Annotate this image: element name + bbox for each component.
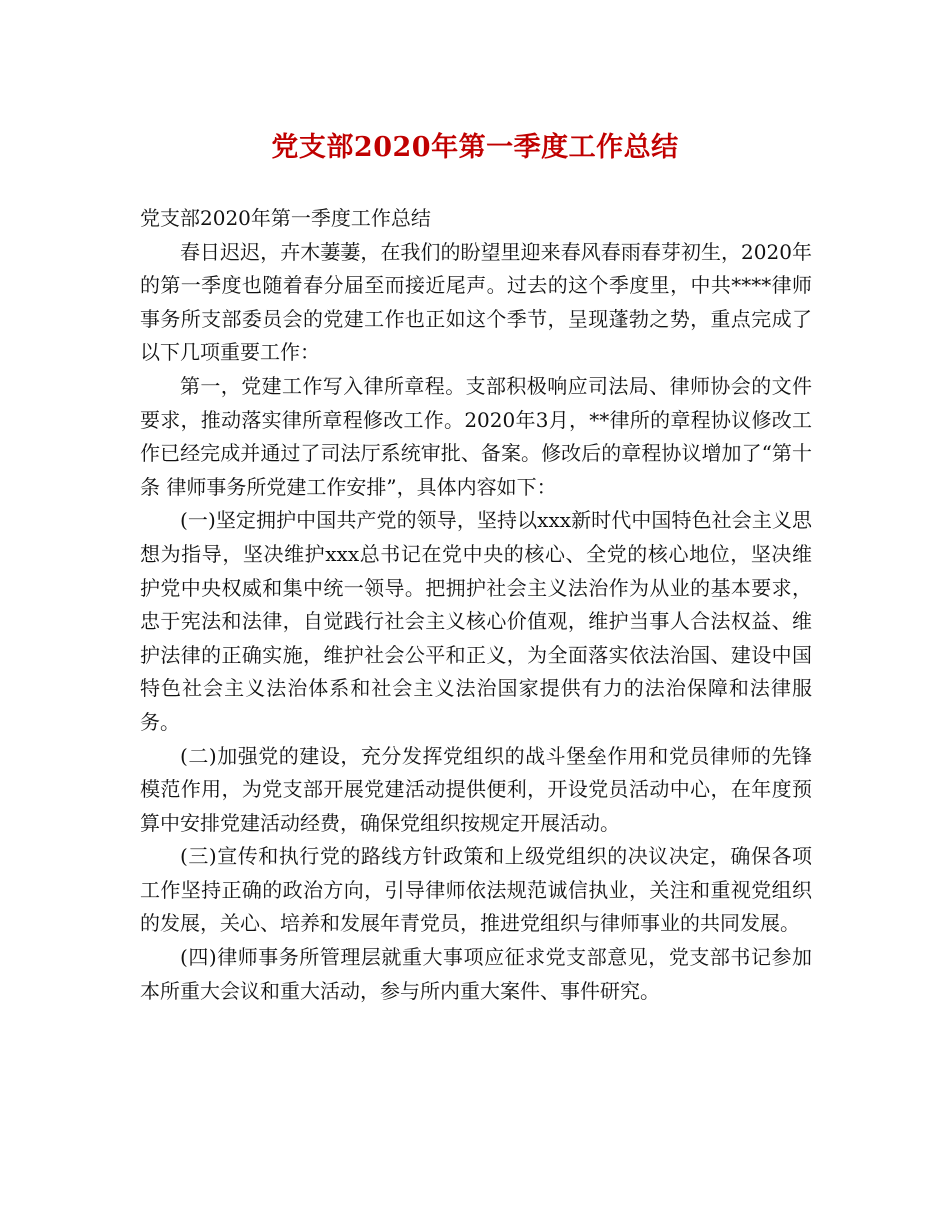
paragraph-clause-3: (三)宣传和执行党的路线方针政策和上级党组织的决议决定，确保各项工作坚持正确的政治方向，引导律师依法规范诚信执业，关注和重视党组织的发展，关心、培养和发展年青党员，推进党组织与律师事业的共同发展。 [140,844,812,936]
document-title: 党支部2020年第一季度工作总结 [271,132,679,163]
paragraph-intro: 春日迟迟，卉木萋萋，在我们的盼望里迎来春风春雨春芽初生，2020年的第一季度也随着春分届至而接近尾声。过去的这个季度里，中共****律师事务所支部委员会的党建工作也正如这个季节，呈现蓬勃之势，重点完成了以下几项重要工作： [140,239,812,365]
paragraph-clause-4: (四)律师事务所管理层就重大事项应征求党支部意见，党支部书记参加本所重大会议和重大活动，参与所内重大案件、事件研究。 [140,945,812,1003]
paragraph-clause-1: (一)坚定拥护中国共产党的领导，坚持以xxx新时代中国特色社会主义思想为指导，坚决维护xxx总书记在党中央的核心、全党的核心地位，坚决维护党中央权威和集中统一领导。把拥护社会主义法治作为从业的基本要求，忠于宪法和法律，自觉践行社会主义核心价值观，维护当事人合法权益、维护法律的正确实施，维护社会公平和正义，为全面落实依法治国、建设中国特色社会主义法治体系和社会主义法治国家提供有力的法治保障和法律服务。 [140,508,812,734]
paragraph-first-item: 第一，党建工作写入律所章程。支部积极响应司法局、律师协会的文件要求，推动落实律所章程修改工作。2020年3月，**律所的章程协议修改工作已经完成并通过了司法厅系统审批、备案。修改后的章程协议增加了“第十条 律师事务所党建工作安排”，具体内容如下： [140,373,812,499]
document-body [140,202,812,1008]
paragraph-clause-2: (二)加强党的建设，充分发挥党组织的战斗堡垒作用和党员律师的先锋模范作用，为党支部开展党建活动提供便利，开设党员活动中心，在年度预算中安排党建活动经费，确保党组织按规定开展活动。 [140,743,812,835]
document-subtitle: 党支部2020年第一季度工作总结 [140,206,431,230]
